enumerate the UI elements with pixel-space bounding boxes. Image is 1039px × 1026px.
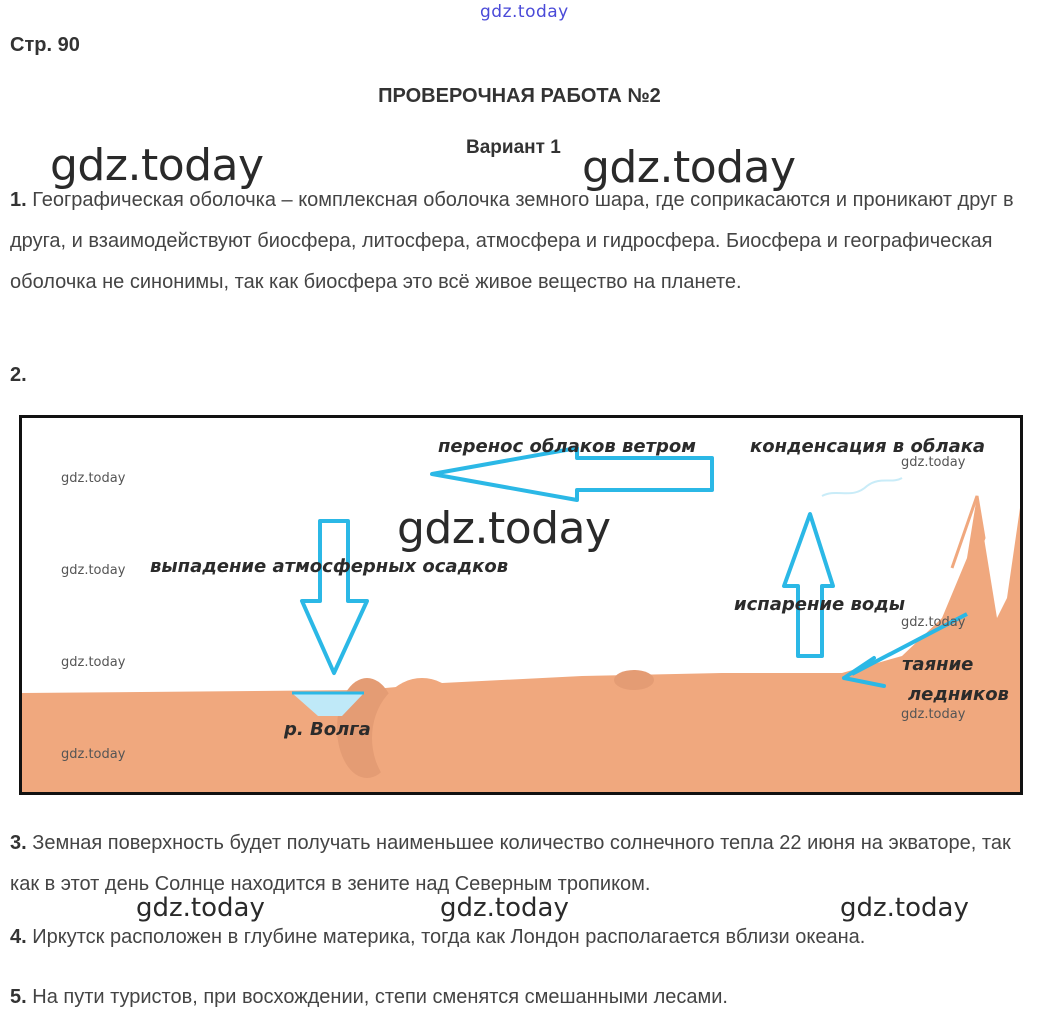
answer-text: Географическая оболочка – комплексная оболочка земного шара, где соприкасаются и проникают друг в друга, и взаимодействуют биосфера, литосфера, атмосфера и гидросфера. Биосфера и географическая оболочка не синонимы, так как биосфера это всё живое вещество на планете. <box>10 189 1014 293</box>
land-smudge <box>614 670 654 690</box>
watermark: gdz.today <box>61 471 126 486</box>
watermark: gdz.today <box>440 893 569 923</box>
watermark: gdz.today <box>50 140 264 191</box>
watermark: gdz.today <box>397 503 611 554</box>
answer-1 <box>10 180 1030 303</box>
watermark: gdz.today <box>901 455 966 470</box>
variant-heading: Вариант 1 <box>466 137 561 158</box>
answer-text: На пути туристов, при восхождении, степи сменятся смешанными лесами. <box>32 986 728 1008</box>
label-glaciers: ледников <box>908 684 1009 705</box>
watermark: gdz.today <box>901 615 966 630</box>
label-condensation: конденсация в облака <box>750 436 986 457</box>
answer-number: 2. <box>10 364 27 386</box>
watermark: gdz.today <box>901 707 966 722</box>
water-cycle-diagram <box>19 415 1023 795</box>
label-precipitation: выпадение атмосферных осадков <box>150 556 509 577</box>
answer-number: 1. <box>10 189 27 211</box>
answer-text: Иркутск расположен в глубине материка, тогда как Лондон располагается вблизи океана. <box>32 926 866 948</box>
answer-5 <box>10 977 1030 1018</box>
page-reference: Стр. 90 <box>10 34 80 56</box>
answer-4 <box>10 917 1030 958</box>
label-evaporation: испарение воды <box>734 594 906 615</box>
watermark: gdz.today <box>136 893 265 923</box>
answer-2 <box>10 355 1030 396</box>
answer-number: 4. <box>10 926 27 948</box>
precipitation-arrow <box>302 521 367 673</box>
label-wind: перенос облаков ветром <box>438 436 696 457</box>
watermark-top: gdz.today <box>480 2 569 22</box>
label-river-clip <box>284 718 376 746</box>
page-title: ПРОВЕРОЧНАЯ РАБОТА №2 <box>378 85 661 107</box>
evaporation-arrow <box>784 514 833 656</box>
cloud-wisp <box>822 478 902 496</box>
label-melting: таяние <box>902 654 974 675</box>
watermark: gdz.today <box>61 747 126 762</box>
watermark: gdz.today <box>61 563 126 578</box>
answer-number: 5. <box>10 986 27 1008</box>
answer-text: Земная поверхность будет получать наименьшее количество солнечного тепла 22 июня на экваторе, так как в этот день Солнце находится в зените над Северным тропиком. <box>10 832 1011 895</box>
watermark: gdz.today <box>61 655 126 670</box>
watermark: gdz.today <box>840 893 969 923</box>
watermark: gdz.today <box>582 142 796 193</box>
label-river: р. Волга <box>284 719 371 740</box>
answer-number: 3. <box>10 832 27 854</box>
